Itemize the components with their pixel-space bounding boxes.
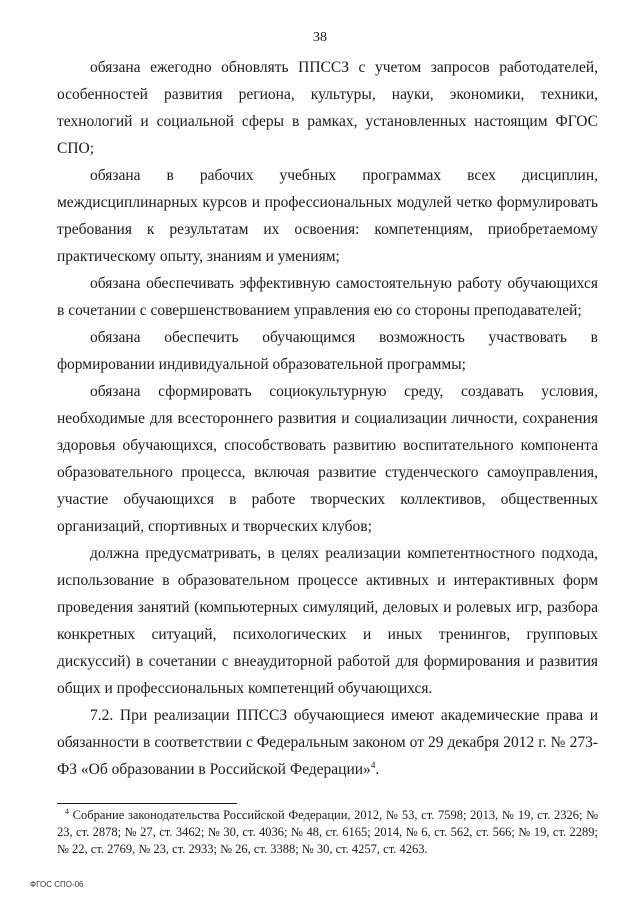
footnote-mark: 4	[65, 806, 69, 816]
page-number: 38	[313, 30, 327, 45]
footnote-text: Собрание законодательства Российской Федерации, 2012, № 53, ст. 7598; 2013, № 19, ст. 2326; № 23, ст. 2878; № 27, ст. 3462; № 30, ст. 4036; № 48, ст. 6165; 2014, № 6, ст. 562, ст. 566; № 19, ст. 2289; № 22, ст. 2769, № 23, ст. 2933; № 26, ст. 3388; № 30, ст. 4257, ст. 4263.	[57, 808, 598, 856]
paragraph: должна предусматривать, в целях реализации компетентностного подхода, использование в образовательном процессе активных и интерактивных форм проведения занятий (компьютерных симуляций, деловых и ролевых игр, разбора конкретных ситуаций, психологических и иных тренингов, групповых дискуссий) в сочетании с внеаудиторной работой для формирования и развития общих и профессиональных компетенций обучающихся.	[57, 545, 598, 697]
paragraph: обязана в рабочих учебных программах всех дисциплин, междисциплинарных курсов и профессиональных модулей четко формулировать требования к результатам их освоения: компетенциям, приобретаемому практическому опыту, знаниям и умениям;	[57, 167, 598, 265]
paragraph: обязана сформировать социокультурную среду, создавать условия, необходимые для всестороннего развития и социализации личности, сохранения здоровья обучающихся, способствовать развитию воспитательного компонента образовательного процесса, включая развитие студенческого самоуправления, участие обучающихся в работе творческих коллективов, общественных организаций, спортивных и творческих клубов;	[57, 383, 598, 535]
document-stamp: ФГОС СПО-06	[30, 880, 84, 889]
section-7-2	[57, 702, 598, 783]
paragraph: обязана ежегодно обновлять ППССЗ с учетом запросов работодателей, особенностей развития региона, культуры, науки, экономики, техники, технологий и социальной сферы в рамках, установленных настоящим ФГОС СПО;	[57, 59, 598, 157]
section-7-2-text: 7.2. При реализации ППССЗ обучающиеся имеют академические права и обязанности в соответствии с Федеральным законом от 29 декабря 2012 г. № 273-ФЗ «Об образовании в Российской Федерации»	[57, 707, 598, 778]
footnote-divider	[57, 803, 237, 804]
paragraph: обязана обеспечивать эффективную самостоятельную работу обучающихся в сочетании с совершенствованием управления ею со стороны преподавателей;	[57, 275, 598, 319]
paragraph: обязана обеспечить обучающимся возможность участвовать в формировании индивидуальной образовательной программы;	[57, 329, 598, 373]
section-7-2-end: .	[375, 761, 380, 778]
footnote	[57, 807, 598, 858]
body-text	[57, 54, 598, 783]
footnote-reference[interactable]: 4	[370, 759, 376, 770]
